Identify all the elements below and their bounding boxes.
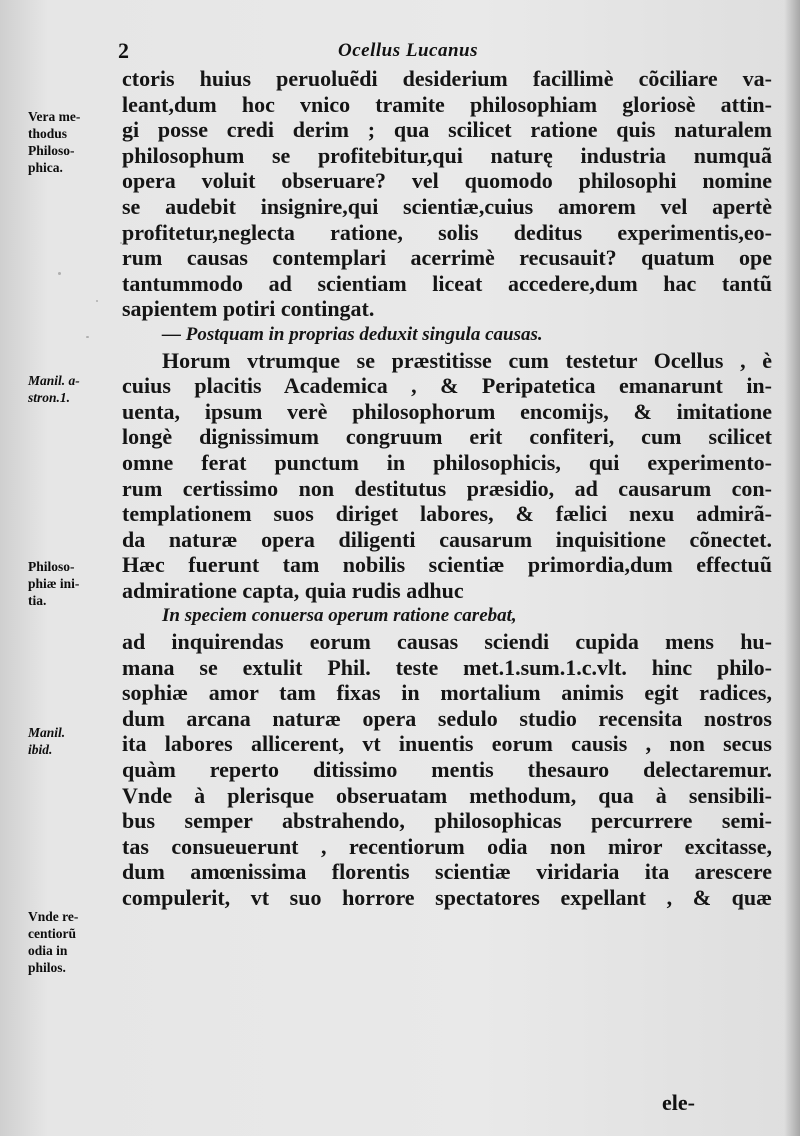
text-line: bus semper abstrahendo, philosophicas percurrere semi- bbox=[122, 808, 772, 834]
text-line: rum certissimo non destitutus præsidio, ad causarum con- bbox=[122, 475, 772, 501]
text-line: ita labores allicerent, vt inuentis eorum causis , non secus bbox=[122, 731, 772, 757]
text-line: Horum vtrumque se præstitisse cum testetur Ocellus , è bbox=[162, 347, 772, 373]
margin-note-vnde-recentiorum bbox=[28, 908, 120, 976]
text-line: Vnde à plerisque obseruatam methodum, qua à sensibili- bbox=[122, 782, 772, 808]
margin-note-line: Vnde re- bbox=[28, 909, 79, 924]
quotation-line: — Postquam in proprias deduxit singula causas. bbox=[162, 323, 543, 345]
text-line: ad inquirendas eorum causas sciendi cupida mens hu- bbox=[122, 629, 772, 655]
margin-note-line: ibid. bbox=[28, 742, 53, 757]
text-line: cuius placitis Academica , & Peripatetica emanarunt in- bbox=[122, 373, 772, 399]
text-line: longè dignissimum congruum erit confiteri, cum scilicet bbox=[122, 424, 772, 450]
margin-note-manil-astron bbox=[28, 372, 120, 406]
paper-speck bbox=[86, 336, 89, 338]
margin-note-line: Manil. a- bbox=[28, 373, 80, 388]
text-line: omne ferat punctum in philosophicis, qui experimento- bbox=[122, 449, 772, 475]
margin-note-vera-methodus bbox=[28, 108, 120, 176]
text-line: gi posse credi derim ; qua scilicet ratione quis naturalem bbox=[122, 117, 772, 143]
margin-note-line: philos. bbox=[28, 960, 66, 975]
text-line: Hæc fuerunt tam nobilis scientiæ primordia,dum effectuũ bbox=[122, 552, 772, 578]
margin-note-line: odia in bbox=[28, 943, 68, 958]
text-line: sophiæ amor tam fixas in mortalium animis egit radices, bbox=[122, 680, 772, 706]
text-line: tas consueuerunt , recentiorum odia non miror excitasse, bbox=[122, 833, 772, 859]
margin-note-line: tia. bbox=[28, 593, 47, 608]
body-text bbox=[122, 66, 772, 911]
margin-note-line: phiæ ini- bbox=[28, 576, 80, 591]
text-line: opera voluit obseruare? vel quomodo philosophi nomine bbox=[122, 168, 772, 194]
text-line: mana se extulit Phil. teste met.1.sum.1.c.vlt. hinc philo- bbox=[122, 654, 772, 680]
text-line: rum causas contemplari acerrimè recusauit? quatum ope bbox=[122, 245, 772, 271]
text-line: quàm reperto ditissimo mentis thesauro delectaremur. bbox=[122, 757, 772, 783]
paper-speck bbox=[120, 242, 122, 244]
text-line: dum arcana naturæ opera sedulo studio recensita nostros bbox=[122, 705, 772, 731]
text-line: templationem suos diriget labores, & fælici nexu admirã- bbox=[122, 501, 772, 527]
text-line: se audebit insignire,qui scientiæ,cuius amorem vel apertè bbox=[122, 193, 772, 219]
text-line: ctoris huius peruoluẽdi desiderium facillimè cõciliare va- bbox=[122, 66, 772, 91]
page-edge-shadow bbox=[784, 0, 800, 1136]
text-line: da naturæ opera diligenti causarum inquisitione cõnectet. bbox=[122, 526, 772, 552]
text-line: tantummodo ad scientiam liceat accedere,dum hac tantũ bbox=[122, 270, 772, 296]
text-line: admiratione capta, quia rudis adhuc bbox=[122, 577, 464, 603]
paper-speck bbox=[58, 272, 61, 275]
margin-note-line: centiorũ bbox=[28, 926, 76, 941]
running-head: Ocellus Lucanus bbox=[338, 40, 478, 61]
margin-note-line: Philoso- bbox=[28, 143, 75, 158]
margin-note-line: Vera me- bbox=[28, 109, 81, 124]
margin-note-line: phica. bbox=[28, 160, 63, 175]
text-line: uenta, ipsum verè philosophorum encomijs, & imitatione bbox=[122, 398, 772, 424]
text-line: profitetur,neglecta ratione, solis deditus experimentis,eo- bbox=[122, 219, 772, 245]
text-line: sapientem potiri contingat. bbox=[122, 296, 375, 322]
margin-note-manil-ibid bbox=[28, 724, 120, 758]
text-line: philosophum se profitebitur,qui naturę industria numquã bbox=[122, 142, 772, 168]
paper-speck bbox=[96, 300, 98, 302]
margin-note-line: thodus bbox=[28, 126, 68, 141]
text-line: leant,dum hoc vnico tramite philosophiam gloriosè attin- bbox=[122, 91, 772, 117]
margin-note-philosophiae-initia bbox=[28, 558, 120, 609]
quotation-line: In speciem conuersa operum ratione carebat, bbox=[162, 605, 517, 627]
page-number: 2 bbox=[118, 38, 129, 63]
text-line: dum amœnissima florentis scientiæ viridaria ita arescere bbox=[122, 859, 772, 885]
margin-note-line: Manil. bbox=[28, 725, 66, 740]
catchword: ele- bbox=[662, 1090, 695, 1115]
text-line: compulerit, vt suo horrore spectatores expellant , & quæ bbox=[122, 885, 772, 910]
margin-note-line: stron.1. bbox=[28, 390, 71, 405]
margin-note-line: Philoso- bbox=[28, 559, 75, 574]
page-header bbox=[118, 38, 778, 68]
